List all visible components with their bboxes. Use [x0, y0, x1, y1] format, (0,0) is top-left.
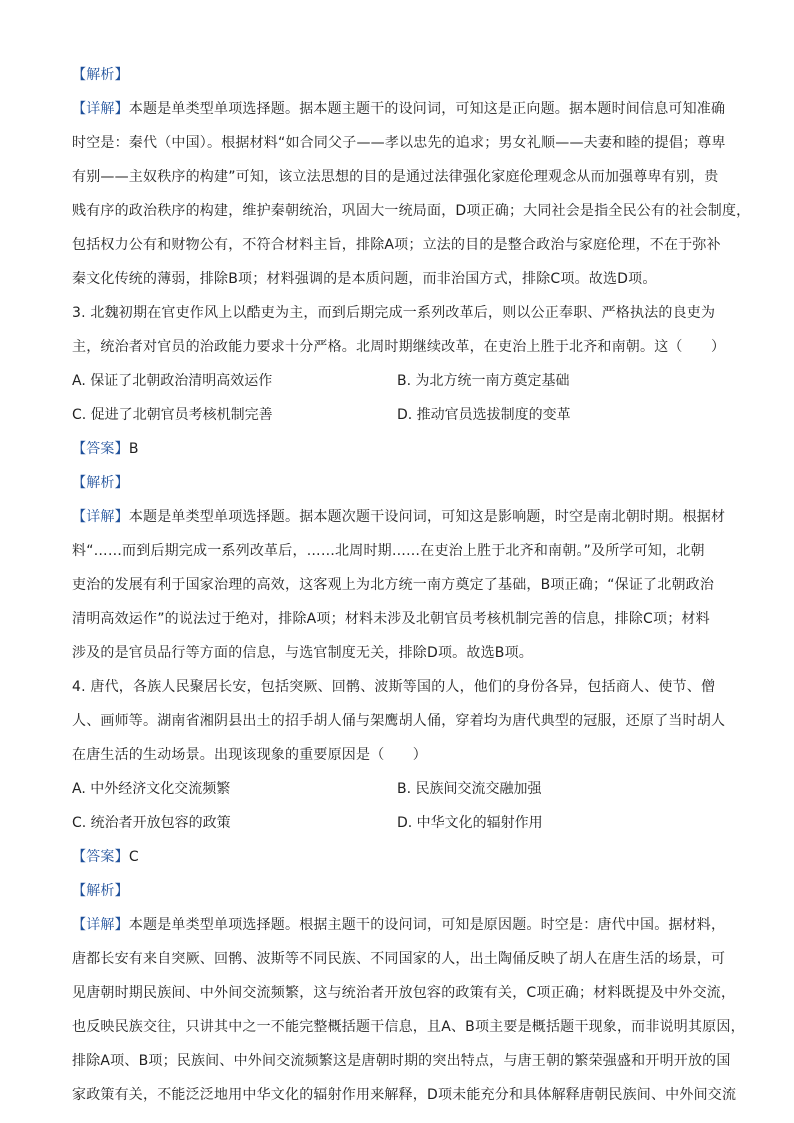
q4-explanation-line: 见唐朝时期民族间、中外间交流频繁，这与统治者开放包容的政策有关，C项正确；材料既提及中外交流， — [72, 985, 736, 1001]
q4-option-b: B. 民族间交流交融加强 — [397, 781, 542, 797]
q3-explanation-line: 清明高效运作”的说法过于绝对，排除A项；材料未涉及北朝官员考核机制完善的信息，排除C项；材料 — [72, 611, 710, 627]
q4-explanation-line: 唐都长安有来自突厥、回鹘、波斯等不同民族、不同国家的人，出土陶俑反映了胡人在唐生活的场景，可 — [72, 951, 726, 967]
q4-explanation-line: 排除A项、B项；民族间、中外间交流频繁这是唐朝时期的突出特点，与唐王朝的繁荣强盛和开明开放的国 — [72, 1053, 731, 1069]
question-3-stem: 3. 北魏初期在官吏作风上以酷吏为主，而到后期完成一系列改革后，则以公正奉职、严格执法的良吏为 — [72, 305, 716, 321]
q3-option-a: A. 保证了北朝政治清明高效运作 — [72, 373, 273, 389]
q4-option-c: C. 统治者开放包容的政策 — [72, 815, 231, 831]
explanation-line: 有别——主奴秩序的构建”可知，该立法思想的目的是通过法律强化家庭伦理观念从而加强尊卑有别，贵 — [72, 169, 719, 185]
q4-analysis-heading: 【解析】 — [72, 883, 129, 899]
q3-analysis-heading: 【解析】 — [72, 475, 129, 491]
q3-explanation-line: 料“……而到后期完成一系列改革后，……北周时期……在吏治上胜于北齐和南朝。”及所学可知，北朝 — [72, 543, 705, 559]
q4-explanation-line: 也反映民族交往，只讲其中之一不能完整概括题干信息，且A、B项主要是概括题干现象，而非说明其原因， — [72, 1019, 745, 1035]
q4-explanation-line: 家政策有关，不能泛泛地用中华文化的辐射作用来解释，D项未能充分和具体解释唐朝民族间、中外间交流 — [72, 1087, 737, 1103]
q3-explanation-line: 吏治的发展有利于国家治理的高效，这客观上为北方统一南方奠定了基础，B项正确；“保证了北朝政治 — [72, 577, 715, 593]
explanation-line: 【详解】本题是单类型单项选择题。据本题主题干的设问词，可知这是正向题。据本题时间信息可知准确 — [72, 101, 726, 117]
explanation-line: 时空是：秦代（中国）。根据材料“如合同父子——孝以忠先的追求；男女礼顺——夫妻和睦的提倡；尊卑 — [72, 135, 726, 151]
q3-option-c: C. 促进了北朝官员考核机制完善 — [72, 407, 273, 423]
explanation-line: 贱有序的政治秩序的构建，维护秦朝统治，巩固大一统局面，D项正确；大同社会是指全民公有的社会制度， — [72, 203, 751, 219]
q3-answer: 【答案】B — [72, 441, 139, 457]
question-4-stem: 4. 唐代，各族人民聚居长安，包括突厥、回鹘、波斯等国的人，他们的身份各异，包括商人、使节、僧 — [72, 679, 716, 695]
q4-option-a: A. 中外经济文化交流频繁 — [72, 781, 231, 797]
question-4-stem: 人、画师等。湖南省湘阴县出土的招手胡人俑与架鹰胡人俑，穿着均为唐代典型的冠服，还原了当时胡人 — [72, 713, 726, 729]
analysis-heading: 【解析】 — [72, 67, 129, 83]
q3-explanation-line: 涉及的是官员品行等方面的信息，与选官制度无关，排除D项。故选B项。 — [72, 645, 533, 661]
q4-option-d: D. 中华文化的辐射作用 — [397, 815, 543, 831]
explanation-line: 包括权力公有和财物公有，不符合材料主旨，排除A项；立法的目的是整合政治与家庭伦理，不在于弥补 — [72, 237, 721, 253]
q3-option-d: D. 推动官员选拔制度的变革 — [397, 407, 571, 423]
explanation-line: 秦文化传统的薄弱，排除B项；材料强调的是本质问题，而非治国方式，排除C项。故选D项。 — [72, 271, 657, 287]
q4-answer: 【答案】C — [72, 849, 139, 865]
question-3-stem: 主，统治者对官员的治政能力要求十分严格。北周时期继续改革，在吏治上胜于北齐和南朝。这（ ） — [72, 339, 726, 355]
q3-explanation-line: 【详解】本题是单类型单项选择题。据本题次题干设问词，可知这是影响题，时空是南北朝时期。根据材 — [72, 509, 726, 525]
question-4-stem: 在唐生活的生动场景。出现该现象的重要原因是（ ） — [72, 747, 427, 763]
detail-tag: 【详解】 — [72, 101, 129, 117]
q4-explanation-line: 【详解】本题是单类型单项选择题。根据主题干的设问词，可知是原因题。时空是：唐代中国。据材料， — [72, 917, 726, 933]
q3-option-b: B. 为北方统一南方奠定基础 — [397, 373, 570, 389]
